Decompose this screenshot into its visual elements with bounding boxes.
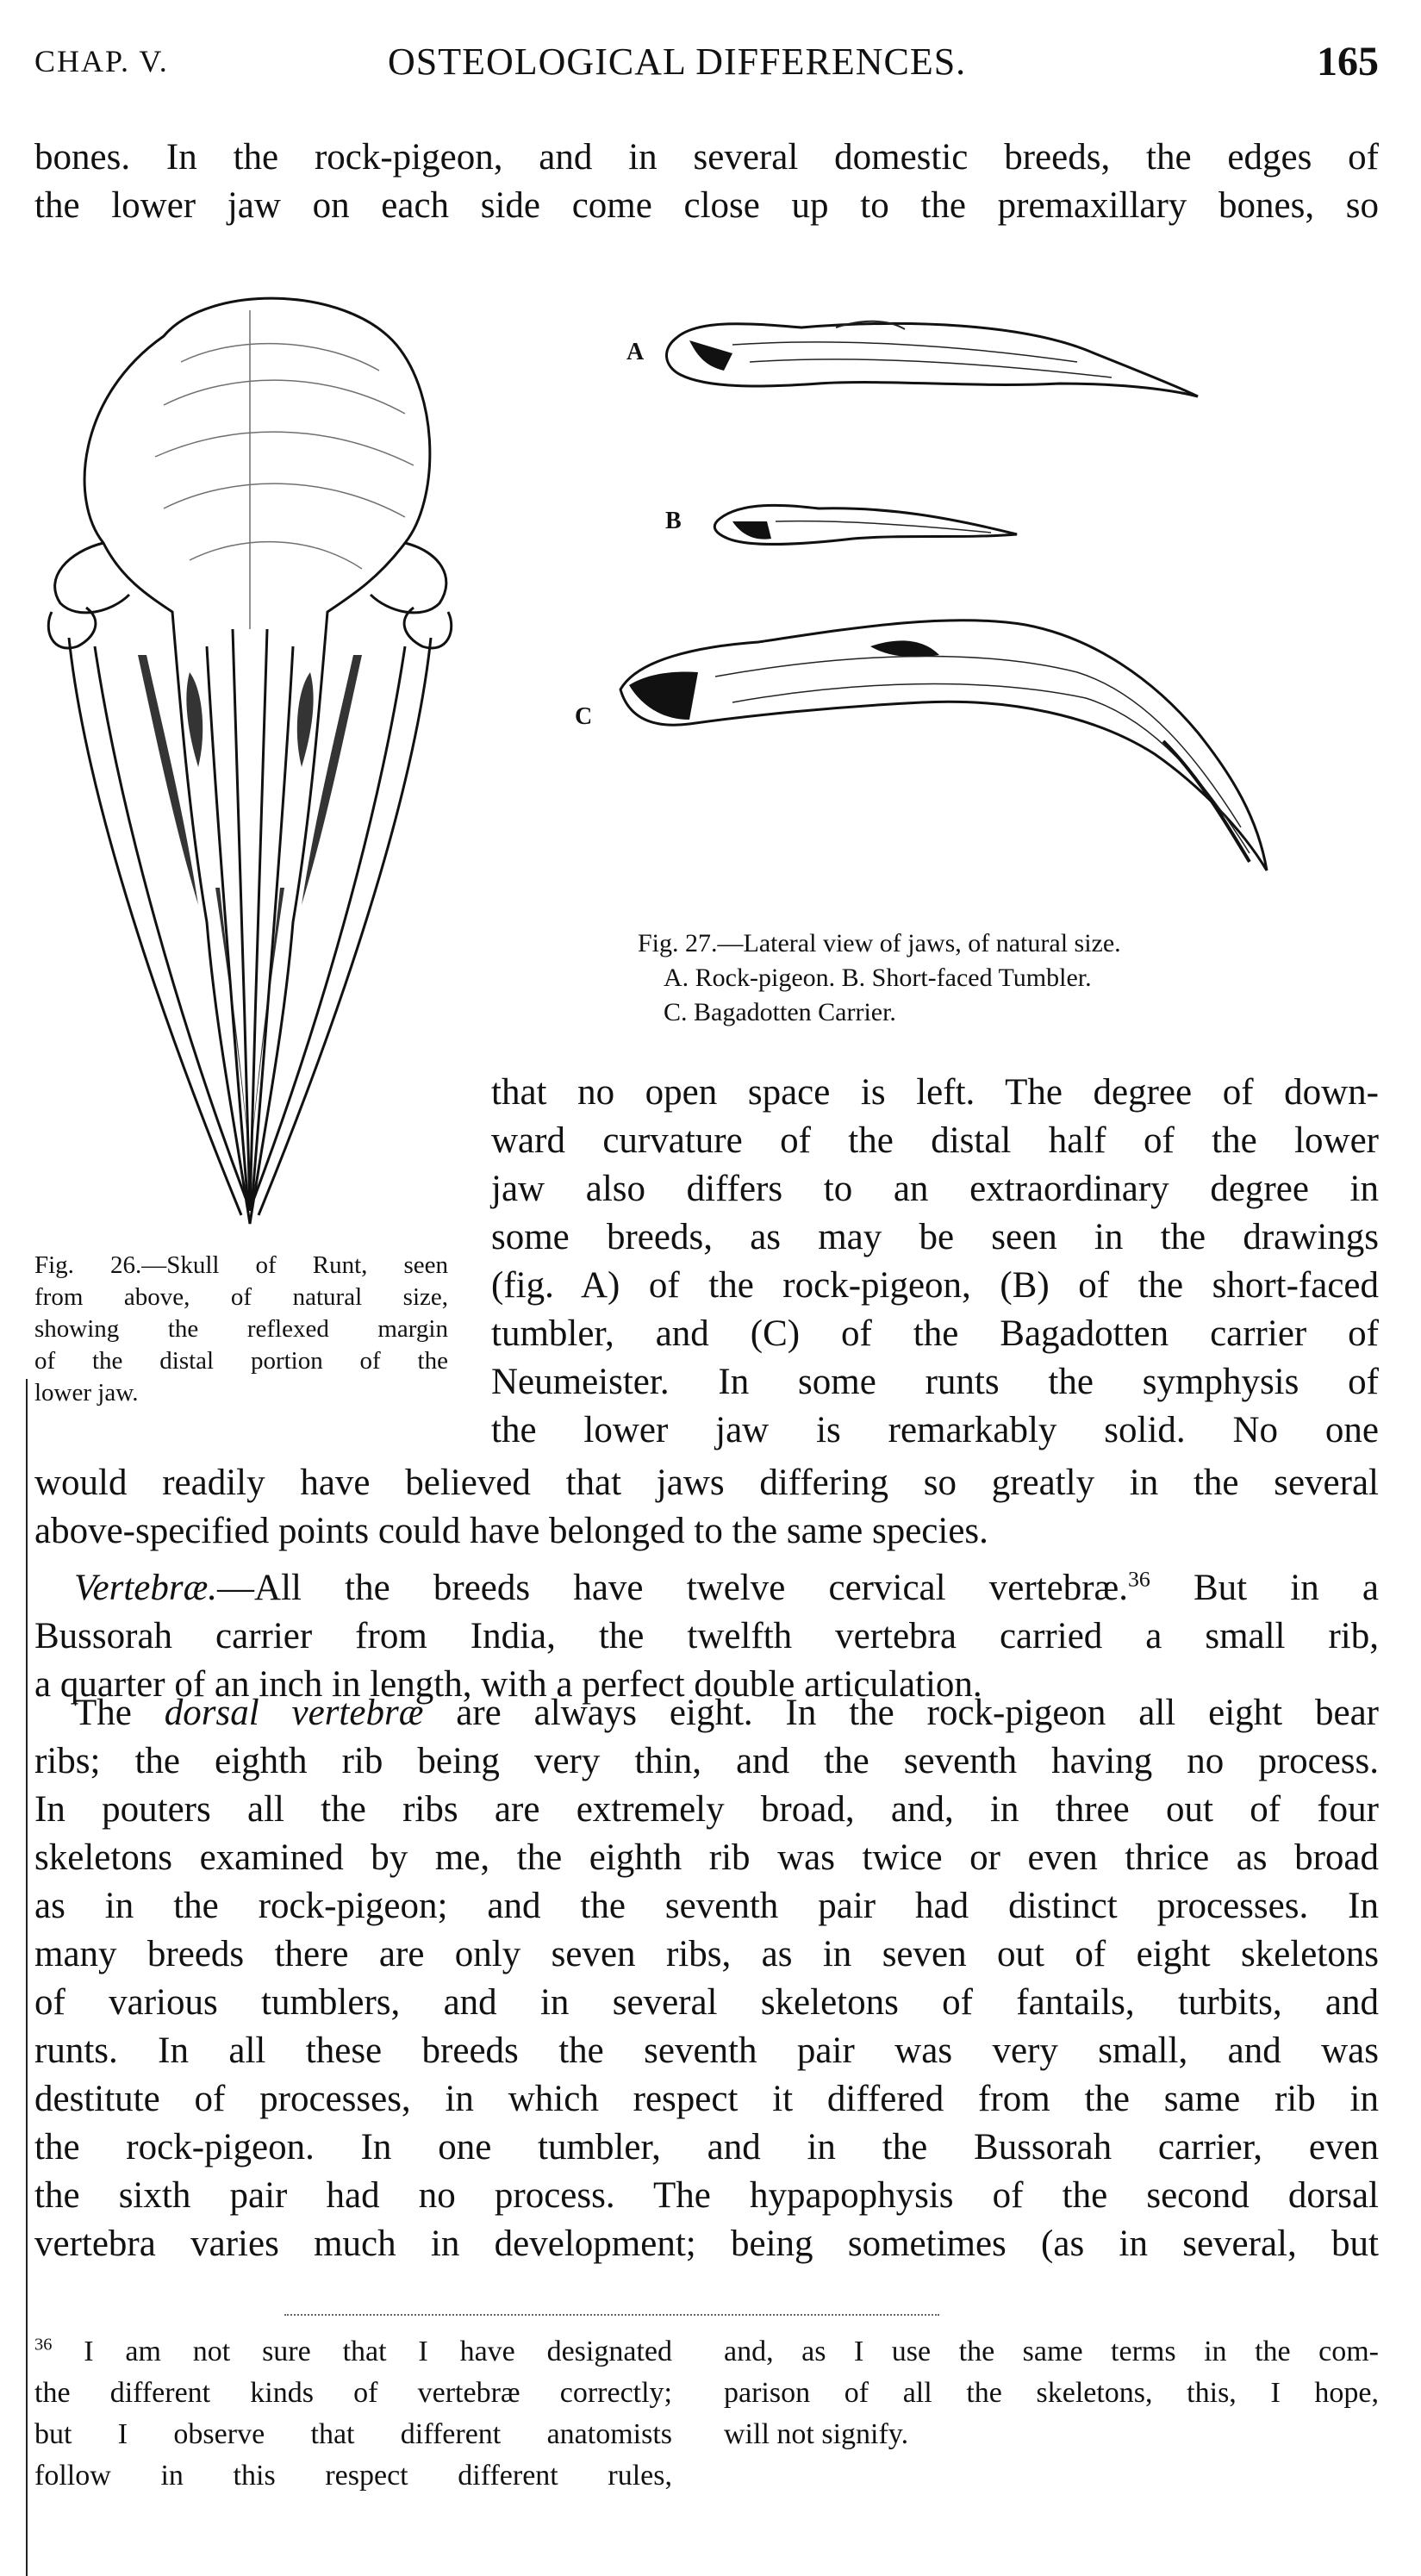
figure-27-label-c: C bbox=[575, 703, 593, 730]
caption-line: from above, of natural size, bbox=[34, 1283, 448, 1311]
text-run: are always eight. In the rock-pigeon all eight bear bbox=[423, 1693, 1379, 1733]
footnote-line: follow in this respect different rules, bbox=[34, 2460, 672, 2492]
text-line: destitute of processes, in which respect it differed from the same rib in bbox=[34, 2079, 1379, 2119]
text-line: Bussorah carrier from India, the twelfth vertebra carried a small rib, bbox=[34, 1616, 1379, 1656]
text-line: many breeds there are only seven ribs, as in seven out of eight skeletons bbox=[34, 1934, 1379, 1974]
chapter-label: CHAP. V. bbox=[34, 44, 169, 78]
section-heading-vertebrae: Vertebræ. bbox=[74, 1568, 218, 1608]
text-line: of various tumblers, and in several skeletons of fantails, turbits, and bbox=[34, 1982, 1379, 2023]
footnote-divider bbox=[284, 2314, 939, 2317]
caption-line: C. Bagadotten Carrier. bbox=[664, 998, 896, 1026]
footnote-line: and, as I use the same terms in the com- bbox=[724, 2336, 1379, 2367]
text-line: tumbler, and (C) of the Bagadotten carrier of bbox=[491, 1313, 1379, 1354]
text-run: The bbox=[74, 1693, 165, 1733]
paragraph-jaw-curvature bbox=[491, 1069, 1379, 1455]
text-run: But in a bbox=[1150, 1568, 1379, 1608]
paragraph-same-species bbox=[34, 1459, 1379, 1556]
text-line: ribs; the eighth rib being very thin, and the seventh having no process. bbox=[34, 1741, 1379, 1781]
text-run: —All the breeds have twelve cervical vertebræ. bbox=[217, 1568, 1128, 1608]
figure-26-skull-illustration bbox=[34, 284, 465, 1232]
jaw-c-drawing bbox=[620, 621, 1267, 870]
figure-27-caption bbox=[638, 926, 1258, 1030]
text-line: skeletons examined by me, the eighth rib was twice or even thrice as broad bbox=[34, 1837, 1379, 1878]
footnote-36-right-column bbox=[724, 2331, 1379, 2455]
jaw-b-drawing bbox=[714, 505, 1017, 544]
caption-line: Fig. 27.—Lateral view of jaws, of natural size. bbox=[638, 929, 1121, 957]
text-line: Neumeister. In some runts the symphysis of bbox=[491, 1362, 1379, 1402]
term-dorsal-vertebrae: dorsal vertebræ bbox=[164, 1693, 424, 1733]
page-title: OSTEOLOGICAL DIFFERENCES. bbox=[388, 41, 967, 83]
footnote-line: the different kinds of vertebræ correctly; bbox=[34, 2377, 672, 2409]
footnote-36-left-column bbox=[34, 2331, 672, 2497]
text-line bbox=[34, 1564, 1379, 1612]
figure-27-jaws-illustration bbox=[560, 276, 1379, 896]
paragraph-vertebrae bbox=[34, 1564, 1379, 1709]
text-line: the rock-pigeon. In one tumbler, and in the Bussorah carrier, even bbox=[34, 2127, 1379, 2167]
text-line: that no open space is left. The degree of down- bbox=[491, 1072, 1379, 1113]
text-run: I am not sure that I have designated bbox=[52, 2336, 672, 2367]
text-line: the lower jaw on each side come close up to the premaxillary bones, so bbox=[34, 185, 1379, 226]
page-edge-rule bbox=[26, 1379, 28, 2576]
figure-27-label-a: A bbox=[626, 339, 645, 365]
footnote-line: parison of all the skeletons, this, I hope, bbox=[724, 2377, 1379, 2409]
paragraph-dorsal-vertebrae bbox=[34, 1689, 1379, 2268]
text-line: jaw also differs to an extraordinary degree in bbox=[491, 1169, 1379, 1209]
caption-line: of the distal portion of the bbox=[34, 1347, 448, 1375]
text-line: (fig. A) of the rock-pigeon, (B) of the short-faced bbox=[491, 1265, 1379, 1306]
text-line: as in the rock-pigeon; and the seventh pair had distinct processes. In bbox=[34, 1886, 1379, 1926]
text-line: bones. In the rock-pigeon, and in several domestic breeds, the edges of bbox=[34, 137, 1379, 178]
text-line: the lower jaw is remarkably solid. No one bbox=[491, 1410, 1379, 1450]
text-line: would readily have believed that jaws differing so greatly in the several bbox=[34, 1463, 1379, 1503]
caption-line: A. Rock-pigeon. B. Short-faced Tumbler. bbox=[664, 964, 1092, 992]
paragraph-opening bbox=[34, 134, 1379, 230]
text-line: a quarter of an inch in length, with a perfect double articulation. bbox=[34, 1664, 982, 1705]
jaw-a-drawing bbox=[667, 321, 1198, 396]
footnote-line bbox=[34, 2331, 672, 2373]
text-line: above-specified points could have belonged to the same species. bbox=[34, 1511, 988, 1551]
text-line: ward curvature of the distal half of the lower bbox=[491, 1120, 1379, 1161]
running-head bbox=[34, 36, 1379, 88]
footnote-line: but I observe that different anatomists bbox=[34, 2418, 672, 2450]
footnote-ref-36[interactable]: 36 bbox=[1127, 1566, 1150, 1592]
text-line: some breeds, as may be seen in the drawings bbox=[491, 1217, 1379, 1257]
text-line bbox=[34, 1689, 1379, 1737]
figure-27-label-b: B bbox=[665, 508, 682, 534]
footnote-line: will not signify. bbox=[724, 2418, 909, 2450]
text-line: the sixth pair had no process. The hypapophysis of the second dorsal bbox=[34, 2175, 1379, 2216]
caption-line: showing the reflexed margin bbox=[34, 1315, 448, 1343]
text-line: vertebra varies much in development; being sometimes (as in several, but bbox=[34, 2224, 1379, 2264]
footnote-number: 36 bbox=[34, 2335, 53, 2355]
page-number: 165 bbox=[1317, 39, 1379, 84]
caption-line: lower jaw. bbox=[34, 1379, 139, 1407]
text-line: In pouters all the ribs are extremely broad, and, in three out of four bbox=[34, 1789, 1379, 1830]
caption-line: Fig. 26.—Skull of Runt, seen bbox=[34, 1251, 448, 1279]
figure-26-caption bbox=[34, 1250, 448, 1409]
text-line: runts. In all these breeds the seventh pair was very small, and was bbox=[34, 2030, 1379, 2071]
